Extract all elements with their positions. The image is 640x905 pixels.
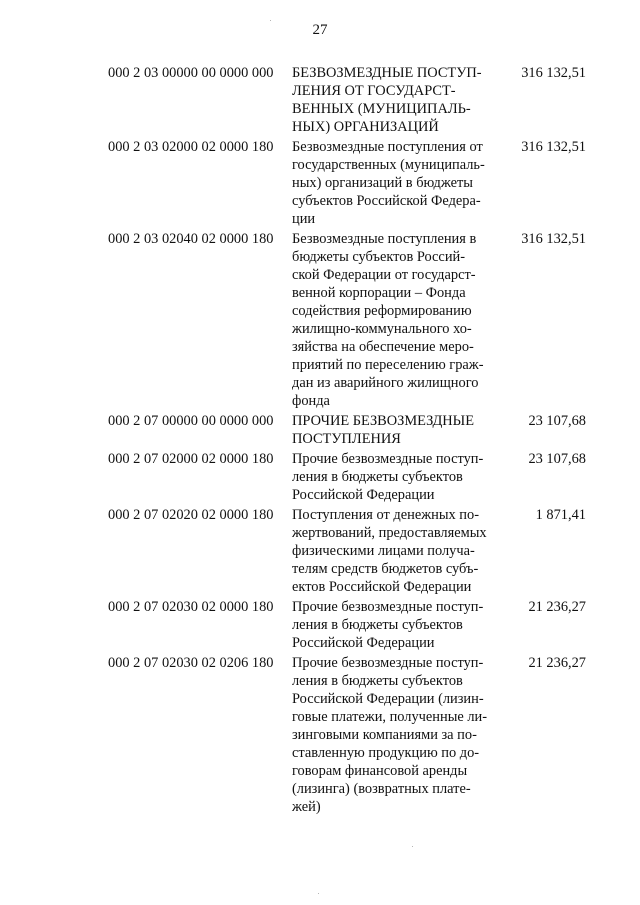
amount-value: 23 107,68: [528, 413, 586, 429]
revenue-item-name-line: жей): [292, 799, 321, 815]
revenue-item-name-line: жертвований, предоставляемых: [292, 525, 487, 541]
budget-classification-code: 000 2 07 02030 02 0206 180: [108, 655, 274, 671]
revenue-item-name-line: физическими лицами получа-: [292, 543, 475, 559]
amount-value: 316 132,51: [521, 231, 586, 247]
amount-value: 21 236,27: [528, 655, 586, 671]
revenue-item-name-line: Прочие безвозмездные поступ-: [292, 599, 484, 615]
table-row: [0, 412, 640, 448]
table-row: [0, 598, 640, 652]
revenue-item-name-line: жилищно-коммунального хо-: [292, 321, 472, 337]
budget-table: [0, 64, 640, 818]
revenue-item-name: [292, 506, 488, 596]
revenue-item-name-line: ления в бюджеты субъектов: [292, 469, 463, 485]
revenue-item-name-line: (лизинга) (возвратных плате-: [292, 781, 471, 797]
revenue-item-name-line: ления в бюджеты субъектов: [292, 673, 463, 689]
budget-classification-code: 000 2 07 02020 02 0000 180: [108, 507, 274, 523]
revenue-item-name-line: ПОСТУПЛЕНИЯ: [292, 431, 401, 447]
revenue-item-name-line: Российской Федерации: [292, 635, 435, 651]
revenue-item-name-line: содействия реформированию: [292, 303, 472, 319]
table-row: [0, 230, 640, 410]
revenue-item-name-line: ции: [292, 211, 316, 227]
table-row: [0, 506, 640, 596]
table-row: [0, 138, 640, 228]
revenue-item-name-line: бюджеты субъектов Россий-: [292, 249, 466, 265]
table-row: [0, 450, 640, 504]
revenue-item-name: [292, 654, 488, 816]
revenue-item-name-line: Российской Федерации: [292, 487, 435, 503]
amount-value: 23 107,68: [528, 451, 586, 467]
amount-value: 1 871,41: [535, 507, 586, 523]
revenue-item-name-line: говорам финансовой аренды: [292, 763, 468, 779]
revenue-item-name-line: НЫХ) ОРГАНИЗАЦИЙ: [292, 119, 439, 135]
revenue-item-name: [292, 450, 488, 504]
table-row: [0, 654, 640, 816]
budget-classification-code: 000 2 07 02030 02 0000 180: [108, 599, 274, 615]
revenue-item-name-line: зинговыми компаниями за по-: [292, 727, 477, 743]
revenue-item-name-line: зяйства на обеспечение меро-: [292, 339, 474, 355]
revenue-item-name-line: ставленную продукцию по до-: [292, 745, 480, 761]
revenue-item-name: [292, 230, 488, 410]
revenue-item-name-line: ектов Российской Федерации: [292, 579, 472, 595]
revenue-item-name-line: государственных (муниципаль-: [292, 157, 485, 173]
revenue-item-name-line: Поступления от денежных по-: [292, 507, 480, 523]
page-number: 27: [312, 22, 328, 38]
revenue-item-name-line: телям средств бюджетов субъ-: [292, 561, 479, 577]
revenue-item-name-line: ВЕННЫХ (МУНИЦИПАЛЬ-: [292, 101, 471, 117]
revenue-item-name-line: ЛЕНИЯ ОТ ГОСУДАРСТ-: [292, 83, 456, 99]
revenue-item-name-line: ления в бюджеты субъектов: [292, 617, 463, 633]
revenue-item-name-line: дан из аварийного жилищного: [292, 375, 479, 391]
revenue-item-name-line: фонда: [292, 393, 330, 409]
revenue-item-name-line: Безвозмездные поступления от: [292, 139, 483, 155]
revenue-item-name: [292, 598, 488, 652]
scan-speck: [270, 20, 271, 21]
amount-value: 21 236,27: [528, 599, 586, 615]
scan-speck: [318, 893, 319, 894]
revenue-item-name: [292, 138, 488, 228]
revenue-item-name-line: ПРОЧИЕ БЕЗВОЗМЕЗДНЫЕ: [292, 413, 475, 429]
revenue-item-name-line: Российской Федерации (лизин-: [292, 691, 484, 707]
revenue-item-name-line: венной корпорации – Фонда: [292, 285, 466, 301]
revenue-item-name-line: приятий по переселению граж-: [292, 357, 484, 373]
revenue-item-name-line: БЕЗВОЗМЕЗДНЫЕ ПОСТУП-: [292, 65, 482, 81]
revenue-item-name-line: Прочие безвозмездные поступ-: [292, 451, 484, 467]
scan-speck: [412, 846, 413, 847]
revenue-item-name: [292, 64, 488, 136]
revenue-item-name-line: ных) организаций в бюджеты: [292, 175, 473, 191]
revenue-item-name-line: Безвозмездные поступления в: [292, 231, 477, 247]
budget-classification-code: 000 2 03 00000 00 0000 000: [108, 65, 274, 81]
budget-classification-code: 000 2 07 02000 02 0000 180: [108, 451, 274, 467]
budget-classification-code: 000 2 07 00000 00 0000 000: [108, 413, 274, 429]
budget-classification-code: 000 2 03 02040 02 0000 180: [108, 231, 274, 247]
revenue-item-name-line: говые платежи, полученные ли-: [292, 709, 488, 725]
revenue-item-name-line: ской Федерации от государст-: [292, 267, 476, 283]
revenue-item-name-line: субъектов Российской Федера-: [292, 193, 481, 209]
table-row: [0, 64, 640, 136]
revenue-item-name: [292, 412, 488, 448]
amount-value: 316 132,51: [521, 139, 586, 155]
amount-value: 316 132,51: [521, 65, 586, 81]
revenue-item-name-line: Прочие безвозмездные поступ-: [292, 655, 484, 671]
budget-classification-code: 000 2 03 02000 02 0000 180: [108, 139, 274, 155]
